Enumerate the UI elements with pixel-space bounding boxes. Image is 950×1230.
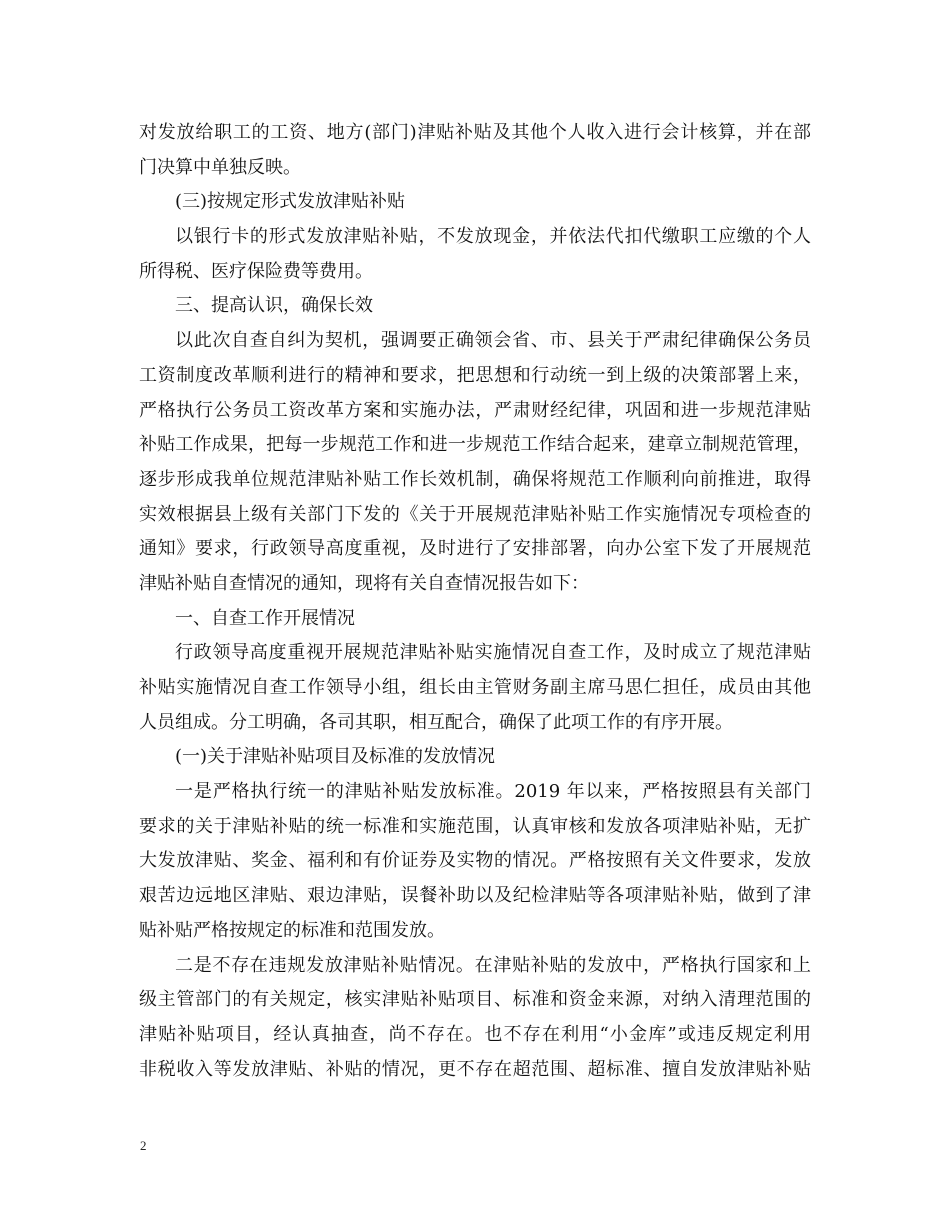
- text-line: 实效根据县上级有关部门下发的《关于开展规范津贴补贴工作实施情况专项检查的: [139, 503, 811, 525]
- text-line: 工资制度改革顺利进行的精神和要求，把思想和行动统一到上级的决策部署上来，: [139, 364, 811, 386]
- text-line: 所得税、医疗保险费等费用。: [139, 260, 373, 282]
- document-body: [139, 116, 811, 1087]
- text-line: 津贴补贴项目，经认真抽查，尚不存在。也不存在利用“小金库”或违反规定利用: [139, 1023, 811, 1045]
- text-line: 非税收入等发放津贴、补贴的情况，更不存在超范围、超标准、擅自发放津贴补贴: [139, 1058, 811, 1080]
- page-number: 2: [140, 1138, 147, 1153]
- text-line: 二是不存在违规发放津贴补贴情况。在津贴补贴的发放中，严格执行国家和上: [175, 954, 811, 976]
- text-line: 贴补贴严格按规定的标准和范围发放。: [139, 919, 445, 941]
- text-line: 一是严格执行统一的津贴补贴发放标准。2019 年以来，严格按照县有关部门: [175, 781, 811, 803]
- text-line: 级主管部门的有关规定，核实津贴补贴项目、标准和资金来源，对纳入清理范围的: [139, 989, 811, 1011]
- text-line: (一)关于津贴补贴项目及标准的发放情况: [175, 746, 496, 768]
- text-line: 要求的关于津贴补贴的统一标准和实施范围，认真审核和发放各项津贴补贴，无扩: [139, 815, 811, 837]
- text-line: 门决算中单独反映。: [139, 156, 301, 178]
- text-line: 行政领导高度重视开展规范津贴补贴实施情况自查工作，及时成立了规范津贴: [175, 642, 811, 664]
- text-line: 大发放津贴、奖金、福利和有价证券及实物的情况。严格按照有关文件要求，发放: [139, 850, 811, 872]
- text-line: 通知》要求，行政领导高度重视，及时进行了安排部署，向办公室下发了开展规范: [139, 538, 811, 560]
- text-line: 补贴实施情况自查工作领导小组，组长由主管财务副主席马思仁担任，成员由其他: [139, 677, 811, 698]
- text-line: (三)按规定形式发放津贴补贴: [175, 191, 406, 213]
- text-line: 严格执行公务员工资改革方案和实施办法，严肃财经纪律，巩固和进一步规范津贴: [139, 399, 811, 421]
- text-line: 津贴补贴自查情况的通知，现将有关自查情况报告如下：: [139, 572, 589, 594]
- text-line: 人员组成。分工明确，各司其职，相互配合，确保了此项工作的有序开展。: [139, 711, 733, 733]
- text-line: 艰苦边远地区津贴、艰边津贴，误餐补助以及纪检津贴等各项津贴补贴，做到了津: [139, 885, 811, 907]
- text-line: 以此次自查自纠为契机，强调要正确领会省、市、县关于严肃纪律确保公务员: [175, 330, 811, 352]
- text-line: 补贴工作成果，把每一步规范工作和进一步规范工作结合起来，建章立制规范管理，: [139, 434, 811, 456]
- text-line: 三、提高认识，确保长效: [175, 295, 373, 317]
- text-line: 逐步形成我单位规范津贴补贴工作长效机制，确保将规范工作顺利向前推进，取得: [139, 468, 811, 490]
- text-line: 一、自查工作开展情况: [175, 607, 355, 629]
- text-line: 以银行卡的形式发放津贴补贴，不发放现金，并依法代扣代缴职工应缴的个人: [175, 226, 811, 248]
- text-line: 对发放给职工的工资、地方(部门)津贴补贴及其他个人收入进行会计核算，并在部: [139, 122, 811, 143]
